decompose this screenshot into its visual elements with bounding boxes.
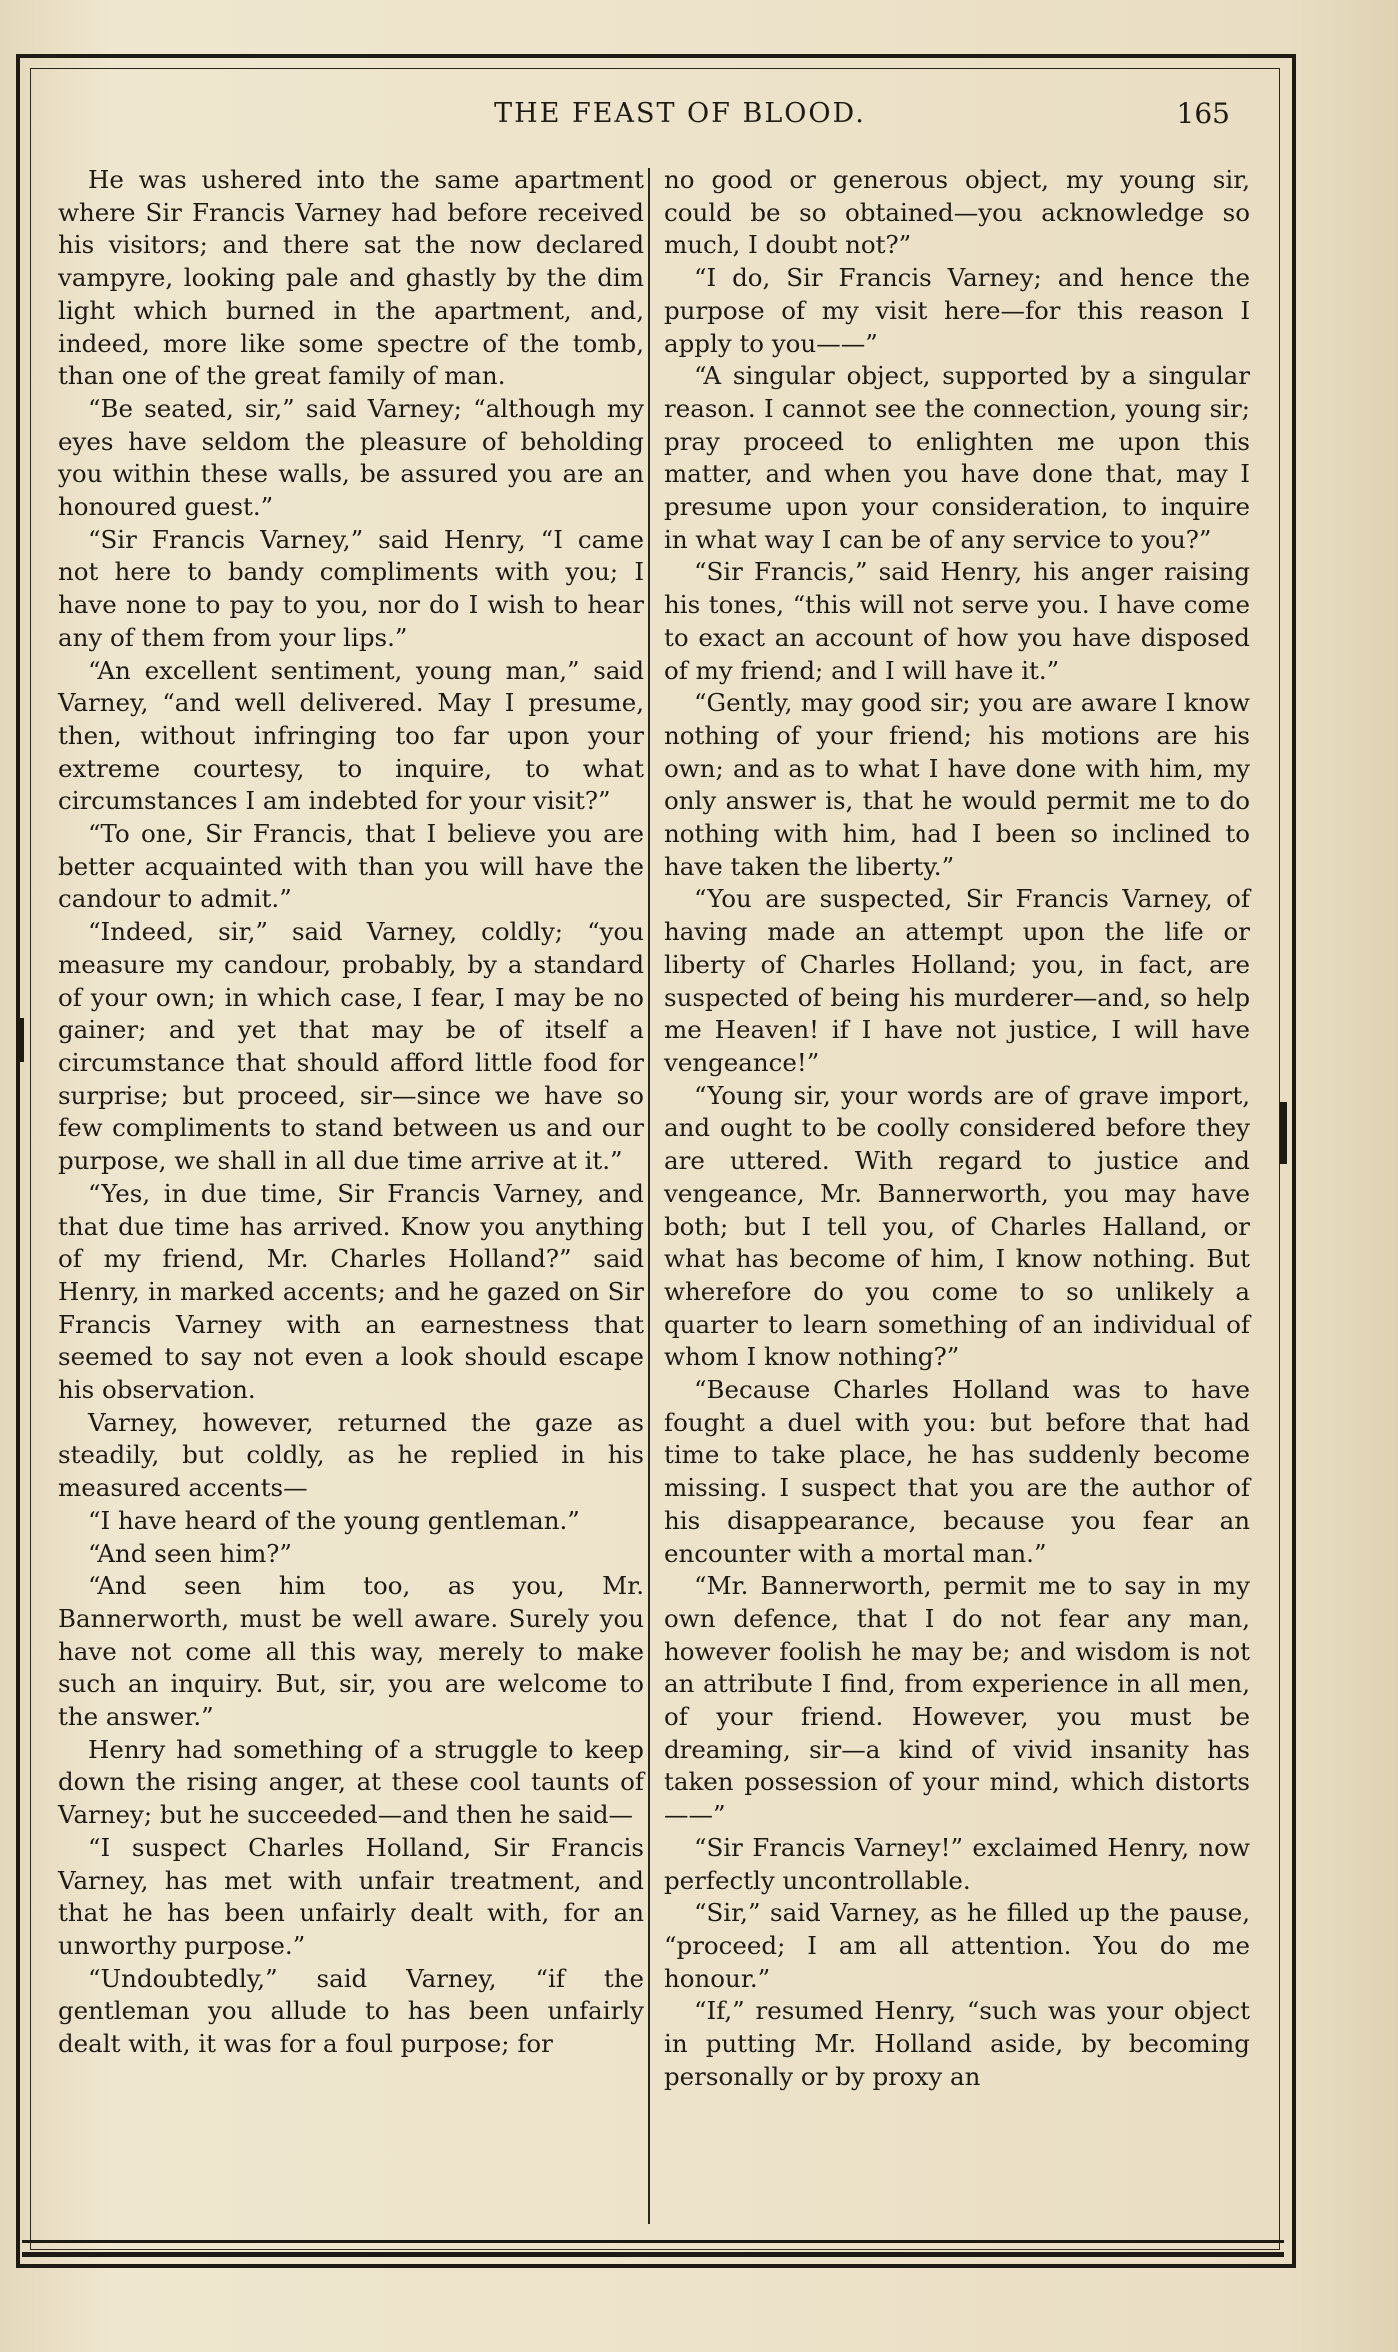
column-divider (648, 168, 650, 2224)
paragraph: “I suspect Charles Holland, Sir Francis Varney, has met with unfair treatment, and that he has been unfairly dealt with, for an unworthy purpose.” (58, 1832, 644, 1960)
paragraph: “Sir Francis Varney,” said Henry, “I came not here to bandy compliments with you; I have none to pay to you, nor do I wish to hear any of them from your lips.” (58, 524, 644, 652)
paragraph: “Sir Francis Varney!” exclaimed Henry, now perfectly uncontrollable. (664, 1832, 1250, 1895)
paragraph: “An excellent sentiment, young man,” said Varney, “and well delivered. May I presume, then, without infringing too far upon your extreme courtesy, to inquire, to what circumstances I am indebted for your visit?” (58, 655, 644, 816)
bottom-rule-thick (22, 2252, 1284, 2257)
page-header (40, 92, 1270, 136)
paragraph: “Sir,” said Varney, as he filled up the pause, “proceed; I am all attention. You do me honour.” (664, 1898, 1250, 1993)
paragraph: “Gently, may good sir; you are aware I know nothing of your friend; his motions are his own; and as to what I have done with him, my only answer is, that he would permit me to do nothing with him, had I been so inclined to have taken the liberty.” (664, 688, 1250, 881)
paragraph: “You are suspected, Sir Francis Varney, of having made an attempt upon the life or liberty of Charles Holland; you, in fact, are suspected of being his murderer—and, so help me Heaven! if I have not justice, I will have vengeance!” (664, 884, 1250, 1077)
right-column (664, 164, 1250, 2204)
paragraph: Henry had something of a struggle to keep down the rising anger, at these cool taunts of Varney; but he succeeded—and then he said— (58, 1734, 644, 1830)
bottom-rule (22, 2240, 1284, 2243)
margin-mark-left (18, 1018, 24, 1062)
paragraph: “Be seated, sir,” said Varney; “although my eyes have seldom the pleasure of beholding you within these walls, be assured you are an honoured guest.” (58, 393, 644, 522)
paragraph: “And seen him?” (88, 1538, 292, 1568)
paragraph: “Undoubtedly,” said Varney, “if the gentleman you allude to has been unfairly dealt with, it was for a foul purpose; for (58, 1963, 644, 2059)
paragraph: “Young sir, your words are of grave import, and ought to be coolly considered before they are uttered. With regard to justice and vengeance, Mr. Bannerworth, you may have both; but I tell you, of Charles Halland, or what has become of him, I know nothing. But wherefore do you come to so unlikely a quarter to learn something of an individual of whom I know nothing?” (664, 1080, 1250, 1372)
paragraph: “Yes, in due time, Sir Francis Varney, and that due time has arrived. Know you anything of my friend, Mr. Charles Holland?” said Henry, in marked accents; and he gazed on Sir Francis Varney with an earnestness that seemed to say not even a look should escape his observation. (58, 1178, 644, 1405)
paragraph: “If,” resumed Henry, “such was your object in putting Mr. Holland aside, by becoming personally or by proxy an (664, 1996, 1250, 2091)
margin-mark-right (1280, 1102, 1287, 1164)
paragraph: “Because Charles Holland was to have fought a duel with you: but before that had time to take place, he has suddenly become missing. I suspect that you are the author of his disappearance, because you fear an encounter with a mortal man.” (664, 1375, 1250, 1568)
paragraph: “Indeed, sir,” said Varney, coldly; “you measure my candour, probably, by a standard of your own; in which case, I fear, I may be no gainer; and yet that may be of itself a circumstance that should afford little food for surprise; but proceed, sir—since we have so few compliments to stand between us and our purpose, we shall in all due time arrive at it.” (58, 917, 644, 1176)
running-title: THE FEAST OF BLOOD. (494, 98, 866, 129)
paragraph: Varney, however, returned the gaze as steadily, but coldly, as he replied in his measured accents— (58, 1407, 644, 1503)
paragraph: “I do, Sir Francis Varney; and hence the purpose of my visit here—for this reason I apply to you——” (664, 263, 1250, 358)
page-number: 165 (1176, 97, 1230, 130)
paragraph-continuation: no good or generous object, my young sir, could be so obtained—you acknowledge so much, I doubt not?” (664, 165, 1250, 260)
paragraph: He was ushered into the same apartment where Sir Francis Varney had before received his visitors; and there sat the now declared vampyre, looking pale and ghastly by the dim light which burned in the apartment, and, indeed, more like some spectre of the tomb, than one of the great family of man. (58, 165, 644, 391)
paragraph: “And seen him too, as you, Mr. Bannerworth, must be well aware. Surely you have not come all this way, merely to make such an inquiry. But, sir, you are welcome to the answer.” (58, 1571, 644, 1732)
paragraph: “I have heard of the young gentleman.” (88, 1505, 580, 1535)
paragraph: “Sir Francis,” said Henry, his anger raising his tones, “this will not serve you. I have come to exact an account of how you have disposed of my friend; and I will have it.” (664, 557, 1250, 685)
paragraph: “Mr. Bannerworth, permit me to say in my own defence, that I do not fear any man, however foolish he may be; and wisdom is not an attribute I find, from experience in all men, of your friend. However, you must be dreaming, sir—a kind of vivid insanity has taken possession of your mind, which distorts——” (664, 1571, 1250, 1830)
left-column (58, 164, 644, 2204)
paragraph: “A singular object, supported by a singular reason. I cannot see the connection, young sir; pray proceed to enlighten me upon this matter, and when you have done that, may I presume upon your consideration, to inquire in what way I can be of any service to you?” (664, 361, 1250, 554)
paragraph: “To one, Sir Francis, that I believe you are better acquainted with than you will have the candour to admit.” (58, 819, 644, 914)
